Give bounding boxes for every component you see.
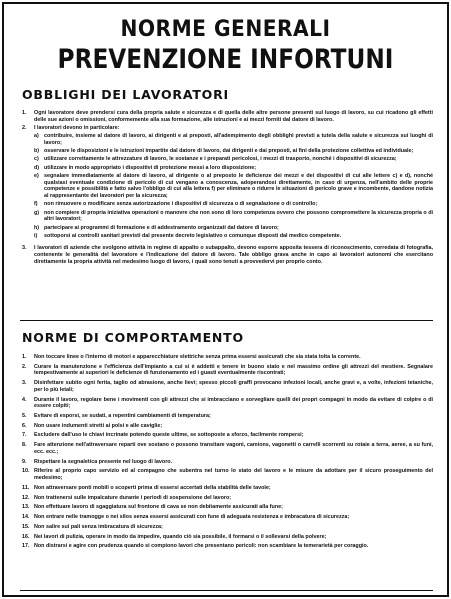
obligation-subitem <box>22 210 433 223</box>
rule-item <box>22 514 433 521</box>
subitem-text: segnalare immediatamente al datore di lavoro, al dirigente o al preposto le deficienze dei mezzi e dei dispositivi di cui alle lettere c) e d), nonché qualsiasi eventuale condizione di pericolo di cui vengano a conoscenza, adoperandosi direttamente, in caso di urgenza, nell'ambito delle proprie competenze e possibilità e fatto salvo l'obbligo di cui alla lettera f) per eliminare o ridurre le situazioni di pericolo grave e incombente, dandone notizia al rappresentante dei lavoratori per la sicurezza; <box>44 173 433 199</box>
subitem-letter: e) <box>34 173 39 180</box>
item-number: 2. <box>22 124 27 131</box>
safety-poster <box>2 2 449 597</box>
rule-text: Riferire al proprio capo servizio ed al compagno che subentra nel turno lo stato del lavoro e le misure da adottare per il sicuro proseguimento del medesimo; <box>34 468 433 481</box>
rule-number: 16. <box>22 533 30 540</box>
obligation-subitem <box>22 156 433 163</box>
rule-item <box>22 423 433 430</box>
rule-number: 3. <box>22 380 27 387</box>
rule-text: Disinfettare subito ogni ferita, taglio od abrasione, anche lievi; spesso piccoli graffi provocano infezioni locali, anche gravi e, a volte, infezioni tetaniche, per lo più letali; <box>34 380 433 393</box>
subitem-text: non compiere di propria iniziativa operazioni o manovre che non sono di loro competenza ovvero che possono compromettere la sicurezza propria o di altri lavoratori; <box>44 209 433 223</box>
obligations-heading: OBBLIGHI DEI LAVORATORI <box>22 87 229 102</box>
rule-number: 4. <box>22 396 27 403</box>
subitem-letter: i) <box>34 233 38 240</box>
rule-item <box>22 534 433 541</box>
rule-text: Non entrare nelle tramogge o nei silos senza essersi assicurati con fune di adeguata resistenza e imbracatura di sicurezza; <box>34 514 350 521</box>
rule-text: Durante il lavoro, regolare bene i movimenti con gli attrezzi che si imbracciano e sorvegliare quelli dei propri compagni in modo da evitare di colpire o di essere colpiti; <box>34 396 433 410</box>
obligation-subitem <box>22 233 433 240</box>
rule-number: 10. <box>22 468 30 475</box>
rule-item <box>22 413 433 420</box>
rule-item <box>22 442 433 455</box>
obligations-section <box>22 88 433 267</box>
item-text: I lavoratori di aziende che svolgono attività in regime di appalto o subappalto, devono esporre apposita tessera di riconoscimento, corredata di fotografia, contenente le generalità del lavoratore e l'indicazione del datore di lavoro. Tale obbligo grava anche in capo ai lavoratori autonomi che esercitano direttamente la propria attività nel medesimo luogo di lavoro, i quali sono tenuti a provvedervi per proprio conto. <box>34 245 433 265</box>
rule-text: Non salire sui pali senza imbracatura di sicurezza; <box>34 523 163 530</box>
subitem-letter: c) <box>34 156 39 163</box>
item-text: Ogni lavoratore deve prendersi cura della propria salute e sicurezza e di quella delle altre persone presenti sul luogo di lavoro, su cui ricadono gli effetti delle sue azioni o omissioni, conformemente alla sua formazione, alle istruzioni e ai mezzi forniti dal datore di lavoro. <box>34 110 433 123</box>
obligation-item <box>22 125 433 132</box>
behaviour-rules-heading: NORME DI COMPORTAMENTO <box>22 330 244 345</box>
rule-text: Curare la manutenzione e l'efficienza dell'impianto a cui si è addetti e tenere in buono stato e nel massimo ordine gli attrezzi del mestiere. Segnalare tempestivamente ai superiori le deficienze di funzionamento ed i guasti eventualmente riscontrati; <box>34 363 433 377</box>
obligation-subitem <box>22 133 433 146</box>
rule-item <box>22 485 433 492</box>
subitem-letter: d) <box>34 164 40 171</box>
rule-item <box>22 504 433 511</box>
rule-item <box>22 468 433 481</box>
rule-item <box>22 495 433 502</box>
section-divider <box>20 320 433 321</box>
rule-text: Rispettare la segnaletica presente nel luogo di lavoro. <box>34 458 173 465</box>
rule-item <box>22 364 433 377</box>
rule-item <box>22 459 433 466</box>
subitem-text: osservare le disposizioni e le istruzioni impartite dal datore di lavoro, dai dirigenti e dai preposti, ai fini della protezione collettiva ed individuale; <box>44 147 414 154</box>
subitem-text: sottoporsi ai controlli sanitari previsti dal presente decreto legislativo o comunque disposti dal medico competente. <box>44 233 342 240</box>
obligation-item <box>22 245 433 265</box>
subitem-letter: a) <box>34 132 39 139</box>
rule-text: Non effettuare lavoro di sgaggiatura sul frontone di cava se non debitamente assicurati alla fune; <box>34 504 283 511</box>
poster-title-line2: PREVENZIONE INFORTUNI <box>57 44 394 75</box>
rule-item <box>22 543 433 550</box>
obligation-subitem <box>22 201 433 208</box>
rule-text: Fare attenzione nell'attraversare reparti ove sostano o possono transitare vagoni, camions, vagonetti o carrelli scorrenti su rotaie a terra, aeree, a su funi, ecc. ecc.; <box>34 442 433 455</box>
obligation-subitem <box>22 173 433 199</box>
poster-title-line1: NORME GENERALI <box>120 17 331 42</box>
behaviour-rules-section <box>22 331 433 553</box>
rule-text: Non attraversare ponti mobili o scoperti prima di essersi accertati della stabilità delle tavole; <box>34 484 271 491</box>
item-number: 3. <box>22 245 27 252</box>
rule-number: 17. <box>22 543 30 550</box>
rule-number: 13. <box>22 504 30 511</box>
rule-text: Non toccare linee o l'interno di motori e apparecchiature elettriche senza prima essersi assicurati che sia stata tolta la corrente. <box>34 354 361 360</box>
subitem-text: contribuire, insieme al datore di lavoro, ai dirigenti e ai preposti, all'adempimento degli obblighi previsti a tutela della salute e sicurezza sui luoghi di lavoro; <box>44 132 433 146</box>
rule-item <box>22 380 433 393</box>
subitem-letter: f) <box>34 201 38 208</box>
rule-number: 2. <box>22 363 27 370</box>
rule-number: 12. <box>22 494 30 501</box>
rule-number: 7. <box>22 432 27 439</box>
rule-number: 8. <box>22 442 27 449</box>
rule-item <box>22 397 433 410</box>
rule-number: 5. <box>22 412 27 419</box>
obligation-subitem <box>22 148 433 155</box>
subitem-text: utilizzare in modo appropriato i dispositivi di protezione messi a loro disposizione; <box>44 164 257 171</box>
rule-text: Escludere dall'uso le chiavi incrinate potendo queste ultime, se sottoposte a sforzo, facilmente rompersi; <box>34 432 304 439</box>
subitem-letter: g) <box>34 209 40 216</box>
subitem-text: partecipare ai programmi di formazione e di addestramento organizzati dal datore di lavoro; <box>44 224 279 231</box>
subitem-letter: b) <box>34 147 40 154</box>
rule-text: Nei lavori di pulizia, operare in modo da impedire, quando ciò sia possibile, il formarsi o il sollevarsi della polvere; <box>34 533 327 540</box>
rule-text: Evitare di esporsi, se sudati, a repentini cambiamenti di temperatura; <box>34 412 211 419</box>
item-number: 1. <box>22 110 27 116</box>
rule-number: 1. <box>22 354 27 360</box>
subitem-letter: h) <box>34 224 40 231</box>
rule-number: 9. <box>22 458 27 465</box>
rule-text: Non usare indumenti stretti ai polsi e alle caviglie; <box>34 422 163 429</box>
obligation-subitem <box>22 165 433 172</box>
rule-number: 11. <box>22 484 30 491</box>
rule-item <box>22 432 433 439</box>
obligation-subitem <box>22 225 433 232</box>
rule-item <box>22 354 433 361</box>
subitem-text: utilizzare correttamente le attrezzature di lavoro, le sostanze e i preparati pericolosi, i mezzi di trasporto, nonché i dispositivi di sicurezza; <box>44 156 397 163</box>
rule-text: Non trattenersi sulle impalcature durante i periodi di sospensione del lavoro; <box>34 494 232 501</box>
rule-number: 14. <box>22 514 30 521</box>
bottom-divider <box>20 590 433 591</box>
rule-item <box>22 524 433 531</box>
rule-text: Non distrarsi e agire con prudenza quando si compiono lavori che presentano pericoli: non scambiare la temerarietà per coraggio. <box>34 543 369 550</box>
item-text: I lavoratori devono in particolare: <box>34 124 120 131</box>
rule-number: 15. <box>22 523 30 530</box>
rule-number: 6. <box>22 422 27 429</box>
subitem-text: non rimuovere o modificare senza autorizzazione i dispositivi di sicurezza o di segnalazione o di controllo; <box>44 201 318 208</box>
obligation-item <box>22 110 433 123</box>
